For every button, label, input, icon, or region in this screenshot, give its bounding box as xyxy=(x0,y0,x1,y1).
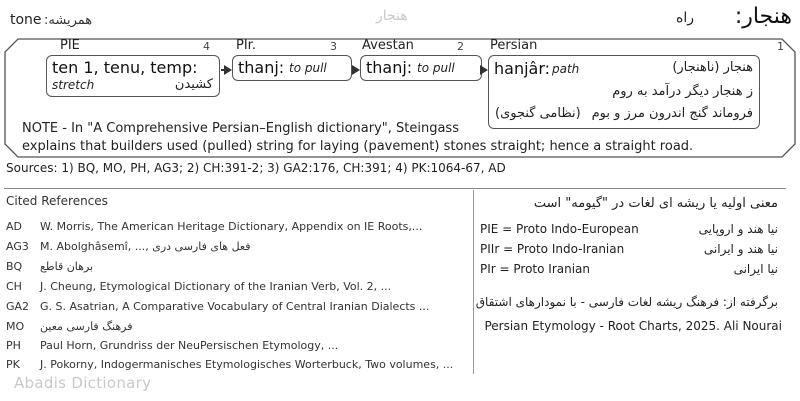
legend-title: معنی اولیه یا ریشه ای لغات در "گیومه" است xyxy=(533,196,778,211)
pie-root-gloss: stretch xyxy=(52,78,95,92)
watermark-word: هنجار xyxy=(376,8,408,24)
legend-abbr: PIIr = Proto Indo-Iranian xyxy=(480,242,625,256)
stage-num-pir: 3 xyxy=(330,40,337,53)
ref-code: CH xyxy=(6,280,22,293)
ref-code: MO xyxy=(6,320,25,333)
ref-text: Paul Horn, Grundriss der NeuPersischen Etymology, ... xyxy=(40,339,339,352)
site-brand[interactable]: Abadis Dictionary xyxy=(14,374,152,392)
etymology-note-line-1: NOTE - In "A Comprehensive Persian–English dictionary", Steingass xyxy=(22,121,459,136)
legend-persian: نیا هند و اروپایی xyxy=(698,222,778,236)
ref-text: برهان قاطع xyxy=(40,260,94,273)
cognate-label: همریشه: xyxy=(44,13,93,28)
pir-root-term: thanj: xyxy=(238,58,285,77)
ref-code: AG3 xyxy=(6,240,29,253)
column-divider xyxy=(473,190,474,374)
pie-root-box xyxy=(46,55,220,97)
arrow-pir-to-avestan xyxy=(353,69,358,71)
ref-text: J. Cheung, Etymological Dictionary of the Iranian Verb, Vol. 2, ... xyxy=(40,280,392,293)
ref-text: J. Pokorny, Indogermanisches Etymologisches Worterbuck, Two volumes, ... xyxy=(40,358,454,371)
ref-text: W. Morris, The American Heritage Dictionary, Appendix on IE Roots,... xyxy=(40,220,423,233)
avestan-root-gloss: to pull xyxy=(417,61,455,75)
ref-code: BQ xyxy=(6,260,23,273)
legend-persian: نیا هند و ایرانی xyxy=(703,242,778,256)
references-title: Cited References xyxy=(6,194,108,208)
sources-line: Sources: 1) BQ, MO, PH, AG3; 2) CH:391-2; 3) GA2:176, CH:391; 4) PK:1064-67, AD xyxy=(6,161,506,175)
stage-title-pie: PIE xyxy=(60,38,80,53)
legend-abbr: PIr = Proto Iranian xyxy=(480,262,591,276)
arrow-avestan-to-persian xyxy=(483,69,486,71)
headword: هنجار: xyxy=(734,4,792,29)
poem-line-2: فروماند گنج اندرون مرز و بوم xyxy=(591,106,753,121)
credit-persian: برگرفته از: فرهنگ ریشه لغات فارسی - با نمودارهای اشتقاق xyxy=(475,295,778,309)
stage-num-pie: 4 xyxy=(203,40,210,53)
stage-num-persian: 1 xyxy=(777,40,784,53)
avestan-root-term: thanj: xyxy=(366,58,413,77)
pir-root-box xyxy=(232,55,352,81)
persian-word-box xyxy=(488,55,760,129)
legend-abbr: PIE = Proto Indo-European xyxy=(480,222,639,236)
pie-root-term: ten 1, tenu, temp: xyxy=(52,58,198,77)
poem-author: (نظامی گنجوی) xyxy=(495,106,581,121)
stage-title-pir: PIr. xyxy=(236,38,256,53)
poem-line-1: ز هنجار دیگر درآمد به روم xyxy=(612,84,753,99)
headword-meaning: راه xyxy=(676,10,694,26)
pie-root-persian-gloss: کشیدن xyxy=(174,77,213,92)
section-divider xyxy=(4,188,786,189)
pir-root-gloss: to pull xyxy=(289,61,327,75)
credit-english: Persian Etymology - Root Charts, 2025. Ali Nourai xyxy=(484,319,782,333)
stage-title-avestan: Avestan xyxy=(362,38,414,53)
stage-num-avestan: 2 xyxy=(457,40,464,53)
ref-code: AD xyxy=(6,220,22,233)
ref-code: PH xyxy=(6,339,21,352)
stage-title-persian: Persian xyxy=(490,38,538,53)
ref-code: GA2 xyxy=(6,300,30,313)
persian-word-term: hanjâr: xyxy=(494,59,551,78)
ref-text: G. S. Asatrian, A Comparative Vocabulary of Central Iranian Dialects ... xyxy=(40,300,430,313)
ref-code: PK xyxy=(6,358,20,371)
ref-text: M. Abolghâsemî, ..., فعل های فارسی دری xyxy=(40,240,251,253)
legend-persian: نیا ایرانی xyxy=(733,262,778,276)
etymology-note-line-2: explains that builders used (pulled) string for laying (pavement) stones straight; hence a straight road. xyxy=(22,139,694,154)
avestan-root-box xyxy=(360,55,482,81)
ref-text: فرهنگ فارسی معین xyxy=(40,320,133,333)
persian-word-form: هنجار (ناهنجار) xyxy=(672,60,753,75)
cognate-value: tone xyxy=(10,12,42,28)
persian-word-gloss: path xyxy=(552,62,580,76)
arrow-pie-to-pir xyxy=(221,69,230,71)
